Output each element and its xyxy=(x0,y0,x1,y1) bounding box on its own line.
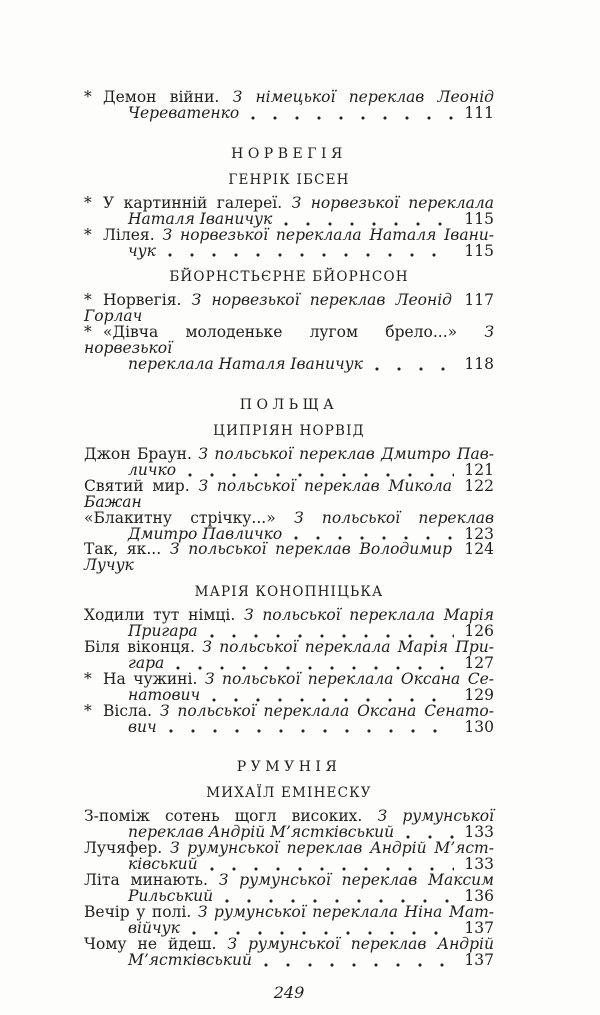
author-heading: ЦИПРІЯН НОРВІД xyxy=(213,422,365,439)
toc-entry xyxy=(84,193,494,228)
toc-entry xyxy=(84,325,494,373)
page-number: 129 xyxy=(464,685,494,704)
translator-credit: З польської переклала Оксана Сенато- xyxy=(152,701,494,720)
asterisk-marker: * xyxy=(84,701,92,720)
translator-credit: З румунської переклав Андрій xyxy=(216,934,494,953)
entry-text xyxy=(84,542,452,574)
entry-text xyxy=(84,476,453,511)
translator-credit: З норвезької xyxy=(84,323,495,358)
translator-credit: З норвезької переклала Наталя Івани- xyxy=(154,225,494,244)
translator-credit: вич xyxy=(128,717,157,736)
translator-credit: З норвезької переклала xyxy=(282,193,494,212)
translator-credit: З польської переклав xyxy=(275,508,494,527)
toc-entry xyxy=(84,476,494,511)
leader-dots xyxy=(375,367,454,371)
work-title: На чужині. xyxy=(103,669,198,688)
translator-credit: З польської переклав Микола Бажан xyxy=(84,476,453,511)
work-title: Вісла. xyxy=(103,701,153,720)
translator-credit: З польської переклала Оксана Се- xyxy=(197,669,495,688)
asterisk-marker: * xyxy=(84,225,92,244)
work-title: Ходили тут німці. xyxy=(84,606,236,625)
toc-entry xyxy=(84,508,494,543)
entry-first-line xyxy=(84,293,494,325)
page-number: 126 xyxy=(464,622,494,641)
toc-entry xyxy=(84,902,494,937)
entry-text xyxy=(128,357,363,373)
leader-dots xyxy=(169,729,454,733)
author-heading: ГЕНРІК ІБСЕН xyxy=(228,171,350,188)
translator-credit: З польської переклала Марія При- xyxy=(194,638,494,657)
page-number: 136 xyxy=(464,887,494,905)
page-number: 127 xyxy=(464,653,494,672)
entry-first-line xyxy=(84,325,494,357)
translator-credit: гара xyxy=(128,653,165,672)
country-heading: РУМУНІЯ xyxy=(236,759,342,776)
translator-credit: З румунської переклав Максим xyxy=(207,871,494,890)
work-title: Лілея. xyxy=(103,225,155,244)
work-title: «Дівча молоденьке лугом брело...» xyxy=(103,323,458,342)
work-title: Святий мир. xyxy=(84,476,190,495)
toc-entry xyxy=(84,293,494,325)
translator-credit: ківський xyxy=(128,855,198,874)
page-number: 121 xyxy=(464,460,494,479)
translator-credit: З норвезької переклав Леонід Горлач xyxy=(84,291,452,326)
page-number: 111 xyxy=(464,103,494,122)
work-title: «Блакитну стрічку...» xyxy=(84,508,276,527)
translator-credit: натович xyxy=(128,685,201,704)
work-title: Літа минають. xyxy=(84,871,208,890)
entry-continuation-line xyxy=(84,103,494,122)
translator-credit: чук xyxy=(128,241,156,260)
work-title: Так, як... xyxy=(84,540,162,559)
page-number: 137 xyxy=(464,950,494,969)
entry-first-line xyxy=(84,542,494,574)
work-title: Вечір у полі. xyxy=(84,902,192,921)
toc-entry xyxy=(84,608,494,640)
asterisk-marker: * xyxy=(84,669,92,688)
asterisk-marker: * xyxy=(84,291,92,310)
page-number: 137 xyxy=(464,918,494,937)
entry-text xyxy=(128,103,240,122)
translator-credit: З румунської переклала Ніна Мат- xyxy=(191,902,494,921)
page-number: 133 xyxy=(464,855,494,874)
leader-dots xyxy=(264,963,454,967)
country-heading: ПОЛЬЩА xyxy=(239,396,339,413)
toc-entry xyxy=(84,640,494,672)
page-number: 115 xyxy=(464,241,494,260)
translator-credit: війчук xyxy=(128,918,180,937)
asterisk-marker: * xyxy=(84,193,92,212)
translator-credit: переклав Андрій М’ястківський xyxy=(128,823,395,842)
author-heading: БЙОРНСТЬЄРНЕ БЙОРНСОН xyxy=(169,269,409,286)
work-title: Лучяфер. xyxy=(84,839,163,858)
work-title: Чому не йдеш. xyxy=(84,934,217,953)
page-number: 133 xyxy=(464,823,494,842)
toc-entry xyxy=(84,542,494,574)
author-heading: МАРІЯ КОНОПНІЦЬКА xyxy=(194,584,384,601)
page-number: 124 xyxy=(464,540,494,559)
entry-continuation-line xyxy=(84,241,494,260)
entry-text xyxy=(84,293,452,325)
page-number: 130 xyxy=(464,717,494,736)
translator-credit: З румунської переклав Андрій М’яст- xyxy=(162,839,494,858)
toc-entry xyxy=(84,873,494,905)
translator-credit: Наталя Іваничук xyxy=(128,209,273,228)
translator-credit: Дмитро Павличко xyxy=(128,524,283,543)
toc-entry xyxy=(84,934,494,969)
translator-credit: Пригара xyxy=(128,622,198,641)
translator-credit: личко xyxy=(128,460,177,479)
work-title: Джон Браун. xyxy=(84,444,192,463)
page-number: 118 xyxy=(464,355,494,374)
translator-credit: Череватенко xyxy=(128,103,240,122)
toc xyxy=(84,90,494,969)
work-title: Демон війни. xyxy=(103,88,220,106)
work-title: З-поміж сотень щогл високих. xyxy=(84,807,363,826)
asterisk-marker: * xyxy=(84,88,92,106)
translator-credit: З польської переклав Володимир Лучук xyxy=(84,540,452,575)
translator-credit: М’ястківський xyxy=(128,950,253,969)
entry-continuation-line xyxy=(84,717,494,736)
translator-credit: Рильський xyxy=(128,887,214,905)
toc-entry xyxy=(84,669,495,704)
asterisk-marker: * xyxy=(84,323,92,342)
translator-credit: переклала Наталя Іваничук xyxy=(128,355,363,374)
toc-entry xyxy=(84,225,494,260)
leader-dots xyxy=(168,253,454,257)
translator-credit: З польської переклав Дмитро Пав- xyxy=(191,444,494,463)
work-title: Норвегія. xyxy=(103,291,182,310)
page-number: 117 xyxy=(464,291,494,310)
work-title: У картинній галереї. xyxy=(103,193,283,212)
author-heading: МИХАЇЛ ЕМІНЕСКУ xyxy=(206,785,372,802)
toc-entry xyxy=(84,809,494,841)
entry-text xyxy=(128,950,253,969)
translator-credit: З німецької переклав Леонід xyxy=(219,88,494,106)
country-heading: НОРВЕГІЯ xyxy=(231,145,347,162)
translator-credit: З польської переклала Марія xyxy=(235,606,494,625)
page-number: 122 xyxy=(464,476,494,495)
toc-entry xyxy=(84,701,494,736)
leader-dots xyxy=(251,116,454,120)
entry-text xyxy=(84,323,494,357)
entry-continuation-line xyxy=(84,950,494,969)
toc-entry xyxy=(84,444,494,479)
translator-credit: З румунської xyxy=(362,807,494,826)
work-title: Біля віконця. xyxy=(84,638,195,657)
page-number: 115 xyxy=(464,209,494,228)
entry-text xyxy=(128,717,157,736)
page-number: 123 xyxy=(464,524,494,543)
entry-first-line xyxy=(84,476,494,511)
toc-entry xyxy=(84,841,494,873)
toc-entry xyxy=(84,90,494,122)
entry-text xyxy=(128,241,156,260)
folio-page-number: 249 xyxy=(273,982,305,1002)
entry-continuation-line xyxy=(84,357,494,373)
